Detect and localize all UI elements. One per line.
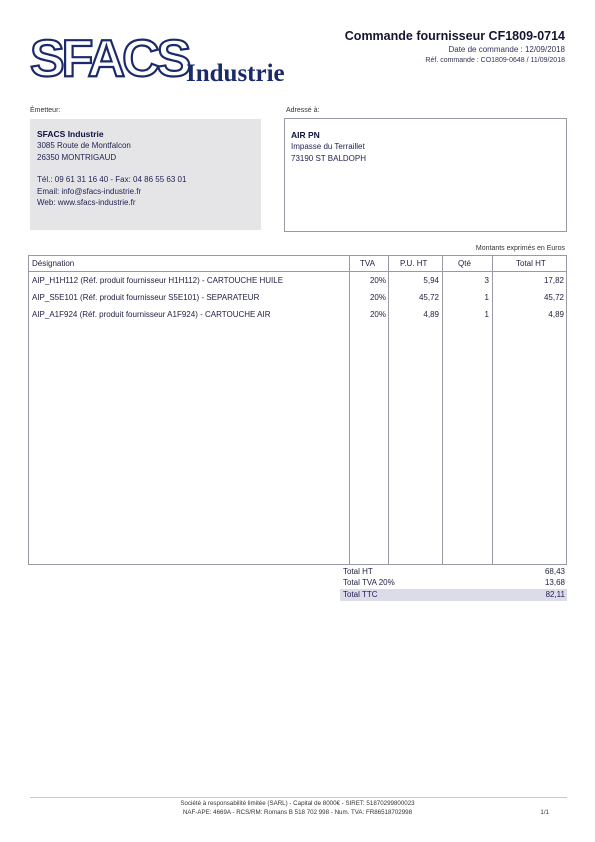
footer-legal-line2: NAF-APE: 4669A - RCS/RM: Romans B 518 702 998 - Num. TVA: FR86518702998 [182,809,413,816]
order-date: Date de commande : 12/09/2018 [448,45,565,54]
header-pu-ht: P.U. HT [400,259,428,268]
row-tva: 20% [369,293,386,302]
row-total-ht: 17,82 [543,276,564,285]
row-total-ht: 45,72 [543,293,564,302]
sender-web: Web: www.sfacs-industrie.fr [37,198,136,207]
sender-phone: Tél.: 09 61 31 16 40 - Fax: 04 86 55 63 01 [37,175,187,184]
recipient-label: Adressé à: [286,107,320,114]
row-qty: 1 [484,293,489,302]
row-tva: 20% [369,276,386,285]
total-ht-row [340,566,567,578]
order-reference: Réf. commande : CO1809-0648 / 11/09/2018 [425,57,565,64]
total-ht-label: Total HT [343,566,373,576]
currency-note: Montants exprimés en Euros [475,245,565,252]
logo-main-text: SFACS [30,32,189,87]
total-tva-label: Total TVA 20% [343,578,395,587]
document-title: Commande fournisseur CF1809-0714 [344,29,565,43]
row-total-ht: 4,89 [548,310,564,319]
page-number: 1/1 [540,809,549,816]
row-pu-ht: 5,94 [423,276,439,285]
row-designation: AIP_S5E101 (Réf. produit fournisseur S5E101) - SEPARATEUR [32,293,260,302]
sender-address-line1: 3085 Route de Montfalcon [37,141,131,150]
row-pu-ht: 45,72 [418,293,439,302]
recipient-name: AIR PN [291,130,320,140]
total-ttc-row [340,589,567,601]
recipient-address-line1: Impasse du Terraillet [291,142,365,151]
header-designation: Désignation [32,259,75,268]
total-ttc-value: 82,11 [545,589,565,599]
total-ttc-label: Total TTC [343,589,378,599]
total-ht-value: 68,43 [544,566,565,576]
logo-sub-text: Industrie [186,60,285,87]
totals-block [340,566,567,601]
header-total-ht: Total HT [516,259,546,268]
row-designation: AIP_H1H112 (Réf. produit fournisseur H1H112) - CARTOUCHE HUILE [32,276,284,285]
sender-box [30,119,261,230]
table-header-divider [29,271,566,272]
footer-divider [30,797,567,798]
table-row [29,293,566,310]
row-tva: 20% [369,310,386,319]
sender-name: SFACS Industrie [37,129,104,139]
sender-address-line2: 26350 MONTRIGAUD [37,152,117,162]
company-logo [30,32,320,87]
sfacs-logo-graphic [30,32,320,87]
sender-email: Email: info@sfacs-industrie.fr [37,186,142,196]
total-tva-row [340,578,567,590]
header-tva: TVA [360,259,375,268]
sender-label: Émetteur: [30,107,61,114]
header-qty: Qté [458,259,471,268]
row-designation: AIP_A1F924 (Réf. produit fournisseur A1F924) - CARTOUCHE AIR [32,310,271,319]
recipient-box [284,118,567,232]
items-table [28,255,567,565]
recipient-address-line2: 73190 ST BALDOPH [291,153,367,163]
total-tva-value: 13,68 [544,578,565,587]
footer-legal-line1: Société à responsabilité limitée (SARL) - Capital de 8000€ - SIRET: 51870299800023 [180,800,415,807]
table-row [29,310,566,327]
row-qty: 1 [484,310,489,319]
table-row [29,276,566,293]
row-pu-ht: 4,89 [423,310,439,319]
row-qty: 3 [484,276,489,285]
